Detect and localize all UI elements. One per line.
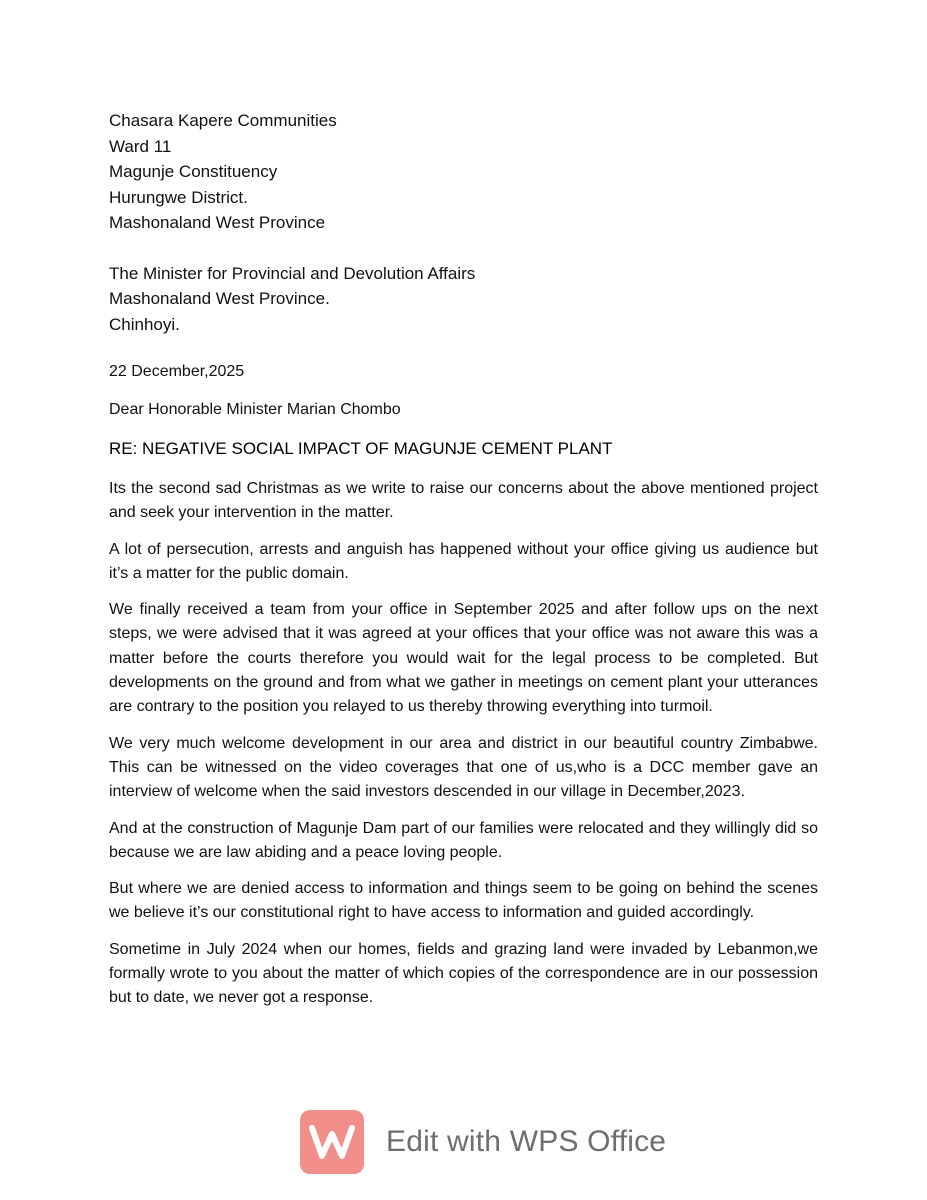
sender-line: Magunje Constituency: [109, 162, 278, 181]
wps-watermark-label: Edit with WPS Office: [386, 1125, 667, 1158]
letter-date: 22 December,2025: [109, 363, 245, 380]
recipient-line: The Minister for Provincial and Devolution Affairs: [109, 263, 476, 283]
body-paragraph: A lot of persecution, arrests and anguish has happened without your office giving us audience but it’s a matter for the public domain.: [109, 540, 818, 582]
sender-line: Hurungwe District.: [109, 187, 248, 207]
body-paragraph: Sometime in July 2024 when our homes, fields and grazing land were invaded by Lebanmon,we formally wrote to you about the matter of which copies of the correspondence are in our possession but to date, we never got a response.: [109, 940, 818, 1007]
body-paragraph: Its the second sad Christmas as we write to raise our concerns about the above mentioned project and seek your intervention in the matter.: [109, 480, 818, 522]
body-paragraph: We very much welcome development in our area and district in our beautiful country Zimbabwe. This can be witnessed on the video coverages that one of us,who is a DCC member gave an interview of welcome when the said investors descended in our village in December,2023.: [109, 734, 818, 801]
body-paragraph: And at the construction of Magunje Dam part of our families were relocated and they willingly did so because we are law abiding and a peace loving people.: [109, 819, 818, 861]
sender-line: Mashonaland West Province: [109, 213, 326, 232]
letter-body: [109, 477, 818, 1011]
subject-line: RE: NEGATIVE SOCIAL IMPACT OF MAGUNJE CEMENT PLANT: [109, 439, 613, 458]
recipient-line: Mashonaland West Province.: [109, 289, 330, 308]
sender-address: [109, 108, 818, 236]
recipient-address: [109, 261, 818, 338]
recipient-line: Chinhoyi.: [109, 314, 180, 334]
letter-page: [109, 108, 818, 1023]
body-paragraph: But where we are denied access to information and things seem to be going on behind the scenes we believe it’s our constitutional right to have access to information and guided accordingly.: [109, 880, 818, 922]
body-paragraph: We finally received a team from your office in September 2025 and after follow ups on the next steps, we were advised that it was agreed at your offices that your office was not aware this was a matter before the courts therefore you would wait for the legal process to be completed. But developments on the ground and from what we gather in meetings on cement plant your utterances are contrary to the position you relayed to us thereby throwing everything into turmoil.: [109, 601, 818, 716]
sender-line: Chasara Kapere Communities: [109, 111, 337, 130]
wps-watermark: [300, 1110, 666, 1174]
salutation: Dear Honorable Minister Marian Chombo: [109, 401, 401, 418]
sender-line: Ward 11: [109, 136, 172, 156]
wps-logo-icon: [300, 1110, 364, 1174]
